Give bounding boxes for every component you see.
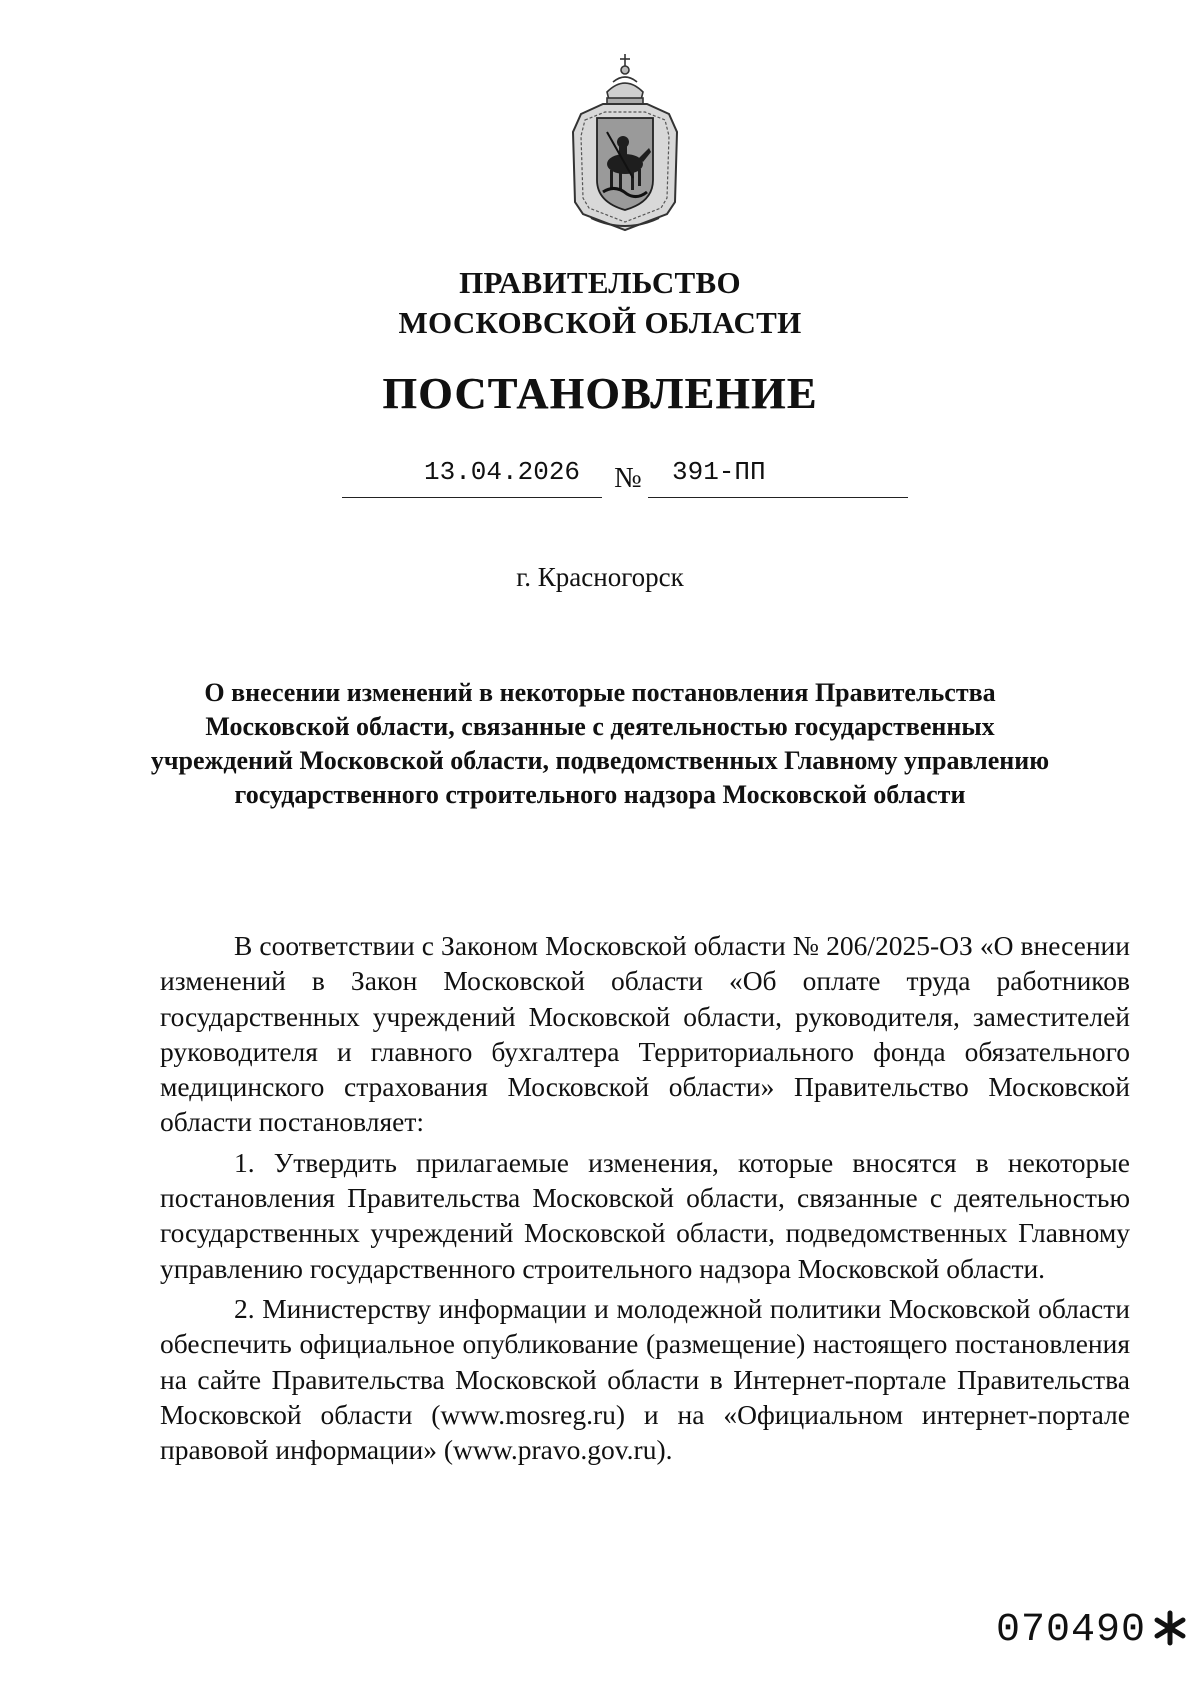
- document-body: [160, 928, 1130, 1467]
- crown-icon: [607, 54, 643, 104]
- government-title-line1: ПРАВИТЕЛЬСТВО: [459, 265, 741, 300]
- body-paragraph-preamble: В соответствии с Законом Московской области № 206/2025-ОЗ «О внесении изменений в Закон Московской области «Об оплате труда работников государственных учреждений Московской области, руководителя, заместителей руководителя и главного бухгалтера Территориального фонда обязательного медицинского страхования Московской области» Правительство Московской области постановляет:: [160, 930, 1130, 1138]
- document-date: 13.04.2026: [424, 457, 581, 487]
- document-number: 391-ПП: [672, 457, 766, 487]
- document-type-title: ПОСТАНОВЛЕНИЕ: [382, 369, 818, 418]
- body-paragraph-1: 1. Утвердить прилагаемые изменения, которые вносятся в некоторые постановления Правительства Московской области, связанные с деятельностью государственных учреждений Московской области, подведомственных Главному управлению государственного строительного надзора Московской области.: [160, 1146, 1130, 1284]
- city-name: г. Красногорск: [516, 562, 684, 592]
- body-paragraph-2: 2. Министерству информации и молодежной политики Московской области обеспечить официальное опубликование (размещение) настоящего постановления на сайте Правительства Московской области в Интернет-портале Правительства Московской области (www.mosreg.ru) и на «Официальном интернет-портале правовой информации» (www.pravo.gov.ru).: [160, 1292, 1130, 1466]
- date-field: [342, 453, 602, 498]
- number-field: [648, 453, 908, 498]
- government-title-line2: МОСКОВСКОЙ ОБЛАСТИ: [398, 305, 802, 340]
- document-subject: О внесении изменений в некоторые постановления Правительства Московской области, связанные с деятельностью государственных учреждений Московской области, подведомственных Главному управлению государственного строительного надзора Московской области: [150, 678, 1050, 809]
- coat-of-arms-emblem: [563, 52, 687, 234]
- registration-number: 070490: [995, 1608, 1146, 1653]
- asterisk-icon: [1152, 1610, 1188, 1646]
- number-sign: №: [614, 462, 642, 494]
